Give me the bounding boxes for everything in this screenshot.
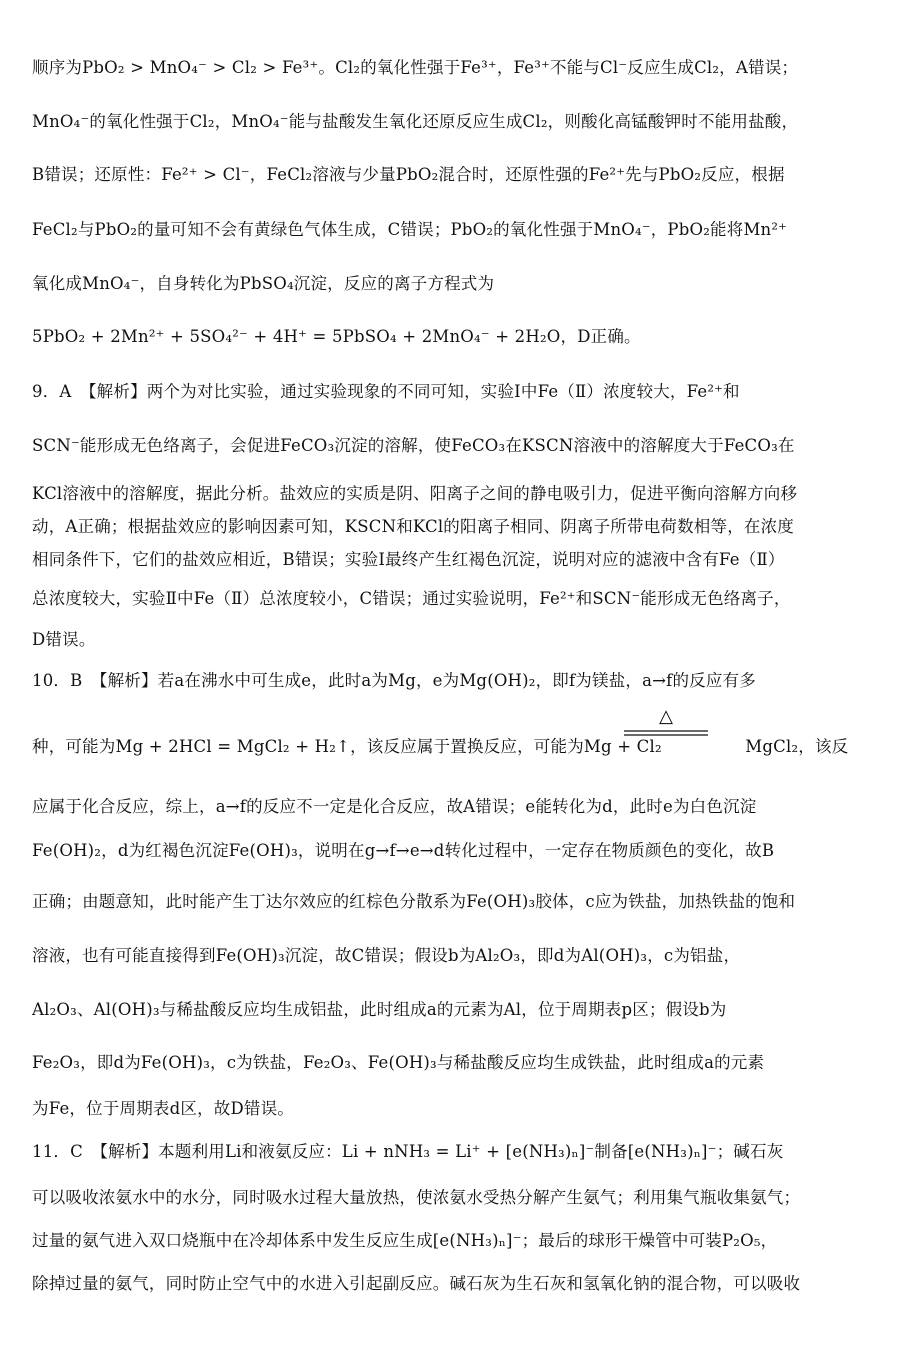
equation-line: 5PbO₂ + 2Mn²⁺ + 5SO₄²⁻ + 4H⁺ = 5PbSO₄ + 2MnO₄⁻ + 2H₂O，D正确。 — [32, 327, 641, 346]
text-line-26: 除掉过量的氨气，同时防止空气中的水进入引起副反应。碱石灰为生石灰和氢氧化钠的混合物，可以吸收 — [32, 1274, 801, 1293]
text-line-13: D错误。 — [32, 630, 96, 649]
text-line-25: 过量的氨气进入双口烧瓶中在冷却体系中发生反应生成[e(NH₃)ₙ]⁻；最后的球形干燥管中可装P₂O₅， — [32, 1231, 778, 1250]
heat-reaction-arrow — [622, 706, 710, 746]
text-line-8: SCN⁻能形成无色络离子，会促进FeCO₃沉淀的溶解，使FeCO₃在KSCN溶液中的溶解度大于FeCO₃在 — [32, 436, 795, 455]
text-line-5: 氧化成MnO₄⁻，自身转化为PbSO₄沉淀，反应的离子方程式为 — [32, 274, 495, 293]
text-line-7: 9．A 【解析】两个为对比实验，通过实验现象的不同可知，实验Ⅰ中Fe（Ⅱ）浓度较大，Fe²⁺和 — [32, 382, 740, 401]
text-line-16: 应属于化合反应，综上，a→f的反应不一定是化合反应，故A错误；e能转化为d，此时e为白色沉淀 — [32, 797, 757, 816]
text-line-14: 10．B 【解析】若a在沸水中可生成e，此时a为Mg，e为Mg(OH)₂，即f为镁盐，a→f的反应有多 — [32, 671, 756, 690]
text-line-9: KCl溶液中的溶解度，据此分析。盐效应的实质是阴、阳离子之间的静电吸引力，促进平衡向溶解方向移 — [32, 484, 798, 503]
text-line-11: 相同条件下，它们的盐效应相近，B错误；实验Ⅰ最终产生红褐色沉淀，说明对应的滤液中含有Fe（Ⅱ） — [32, 550, 785, 569]
text-line-1: 顺序为PbO₂ > MnO₄⁻ > Cl₂ > Fe³⁺。Cl₂的氧化性强于Fe³⁺，Fe³⁺不能与Cl⁻反应生成Cl₂，A错误； — [32, 58, 799, 77]
text-line-23: 11．C 【解析】本题利用Li和液氨反应：Li + nNH₃ = Li⁺ + [e(NH₃)ₙ]⁻制备[e(NH₃)ₙ]⁻；碱石灰 — [32, 1142, 784, 1161]
text-line-21: Fe₂O₃，即d为Fe(OH)₃，c为铁盐，Fe₂O₃、Fe(OH)₃与稀盐酸反应均生成铁盐，此时组成a的元素 — [32, 1053, 765, 1072]
text-line-15: 种，可能为Mg + 2HCl = MgCl₂ + H₂↑，该反应属于置换反应，可能为Mg + Cl₂ MgCl₂，该反 — [32, 737, 849, 756]
text-line-18: 正确；由题意知，此时能产生丁达尔效应的红棕色分散系为Fe(OH)₃胶体，c应为铁盐，加热铁盐的饱和 — [32, 892, 796, 911]
text-line-12: 总浓度较大，实验Ⅱ中Fe（Ⅱ）总浓度较小，C错误；通过实验说明，Fe²⁺和SCN⁻能形成无色络离子， — [32, 589, 791, 608]
text-line-20: Al₂O₃、Al(OH)₃与稀盐酸反应均生成铝盐，此时组成a的元素为Al，位于周期表p区；假设b为 — [32, 1000, 727, 1019]
text-line-24: 可以吸收浓氨水中的水分，同时吸水过程大量放热，使浓氨水受热分解产生氨气；利用集气瓶收集氨气； — [32, 1188, 801, 1207]
text-line-22: 为Fe，位于周期表d区，故D错误。 — [32, 1099, 295, 1118]
text-line-2: MnO₄⁻的氧化性强于Cl₂，MnO₄⁻能与盐酸发生氧化还原反应生成Cl₂，则酸化高锰酸钾时不能用盐酸， — [32, 112, 799, 131]
text-line-17: Fe(OH)₂，d为红褐色沉淀Fe(OH)₃，说明在g→f→e→d转化过程中，一定存在物质颜色的变化，故B — [32, 841, 775, 860]
text-line-19: 溶液，也有可能直接得到Fe(OH)₃沉淀，故C错误；假设b为Al₂O₃，即d为Al(OH)₃，c为铝盐， — [32, 946, 741, 965]
text-line-10: 动，A正确；根据盐效应的影响因素可知，KSCN和KCl的阳离子相同、阴离子所带电荷数相等，在浓度 — [32, 517, 794, 536]
text-line-4: FeCl₂与PbO₂的量可知不会有黄绿色气体生成，C错误；PbO₂的氧化性强于MnO₄⁻，PbO₂能将Mn²⁺ — [32, 220, 788, 239]
heat-symbol: △ — [659, 706, 673, 727]
text-line-3: B错误；还原性：Fe²⁺ > Cl⁻，FeCl₂溶液与少量PbO₂混合时，还原性强的Fe²⁺先与PbO₂反应，根据 — [32, 165, 785, 184]
